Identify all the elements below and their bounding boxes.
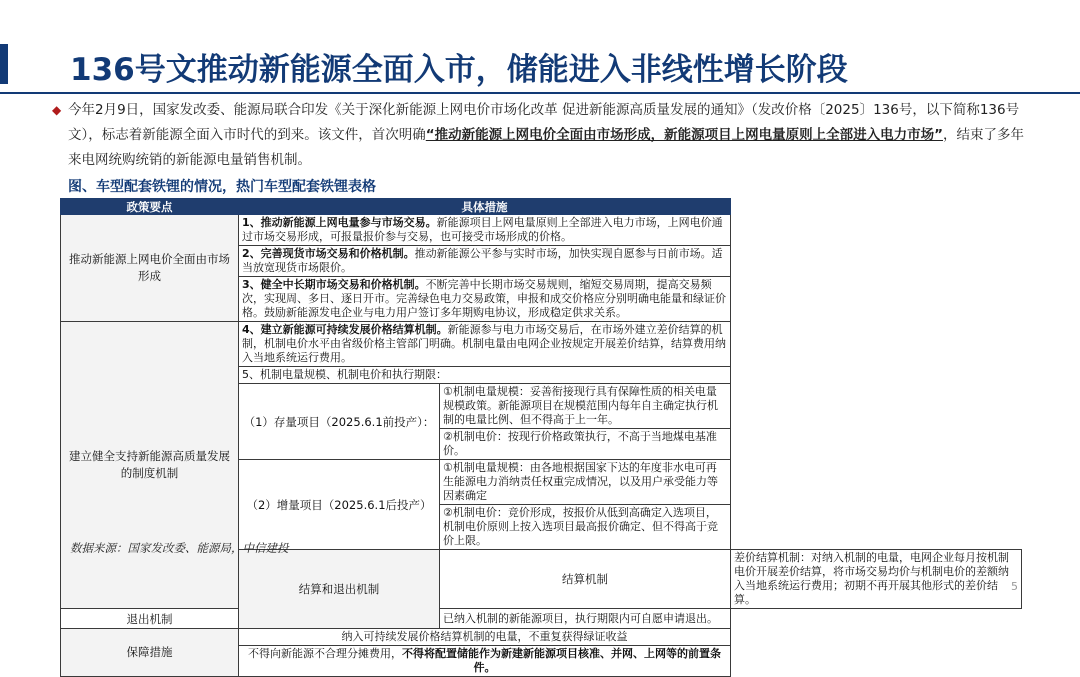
measure-cell (239, 246, 731, 277)
measure-cell: 差价结算机制：对纳入机制的电量，电网企业每月按机制电价开展差价结算，将市场交易均价与机制电价的差额纳入当地系统运行费用；初期不再开展其他形式的差价结算。 (731, 550, 1022, 609)
header-measures: 具体措施 (239, 199, 731, 215)
measure-cell: 已纳入机制的新能源项目，执行期限内可自愿申请退出。 (440, 609, 731, 629)
policy-table (60, 198, 1022, 677)
measure-cell: 5、机制电量规模、机制电价和执行期限： (239, 367, 731, 384)
data-source-note: 数据来源：国家发改委、能源局，中信建投 (70, 541, 289, 555)
measure-cell: ①机制电量规模：由各地根据国家下达的年度非水电可再生能源电力消纳责任权重完成情况，以及用户承受能力等因素确定 (440, 460, 731, 505)
measure-text: 新能源参与电力市场交易后，在市场外建立差价结算的机制，机制电价水平由省级价格主管部门明确。机制电量由电网企业按规定开展差价结算，结算费用纳入当地系统运行费用。 (242, 323, 726, 364)
stock-project-label: （1）存量项目（2025.6.1前投产）： (239, 384, 440, 460)
measure-title: 1、推动新能源上网电量参与市场交易。 (242, 216, 437, 229)
measure-cell: ①机制电量规模：妥善衔接现行具有保障性质的相关电量规模政策。新能源项目在规模范围内每年自主确定执行机制的电量比例、但不得高于上一年。 (440, 384, 731, 429)
measure-text: 不断完善中长期市场交易规则，缩短交易周期，提高交易频次，实现周、多日、逐日开市。完善绿色电力交易政策，申报和成交价格应分别明确电能量和绿证价格。鼓励新能源发电企业与电力用户签订多年期购电协议，形成稳定供求关系。 (242, 278, 726, 319)
category-cell: 保障措施 (61, 629, 239, 677)
table-header-row (61, 199, 1022, 215)
measure-text: 新能源项目上网电量原则上全部进入电力市场，上网电价通过市场交易形成，可报量报价参与交易，也可接受市场形成的价格。 (242, 216, 723, 243)
sub-label-cell: 结算机制 (440, 550, 731, 609)
title-accent-bar (0, 44, 8, 84)
measure-cell (239, 322, 731, 367)
intro-highlight: “推动新能源上网电价全面由市场形成，新能源项目上网电量原则上全部进入电力市场” (425, 127, 943, 143)
category-cell: 推动新能源上网电价全面由市场形成 (61, 215, 239, 322)
measure-cell: ②机制电价：竞价形成，按报价从低到高确定入选项目，机制电价原则上按入选项目最高报价确定、但不得高于竞价上限。 (440, 505, 731, 550)
title-divider (0, 92, 1080, 94)
table-row (61, 322, 1022, 367)
measure-text: 不得向新能源不合理分摊费用， (248, 647, 402, 660)
category-cell: 建立健全支持新能源高质量发展的制度机制 (61, 322, 239, 609)
category-cell: 结算和退出机制 (239, 550, 440, 629)
measure-cell: ②机制电价：按现行价格政策执行，不高于当地煤电基准价。 (440, 429, 731, 460)
measure-cell: 纳入可持续发展价格结算机制的电量，不重复获得绿证收益 (239, 629, 731, 646)
measure-text: 推动新能源公平参与实时市场，加快实现自愿参与日前市场。适当放宽现货市场限价。 (242, 247, 723, 274)
measure-title: 不得将配置储能作为新建新能源项目核准、并网、上网等的前置条件。 (402, 647, 721, 674)
intro-paragraph (52, 98, 1028, 173)
figure-caption: 图、车型配套铁锂的情况，热门车型配套铁锂表格 (68, 179, 376, 195)
table-row (61, 629, 1022, 646)
incremental-project-label: （2）增量项目（2025.6.1后投产） (239, 460, 440, 550)
measure-cell (239, 277, 731, 322)
diamond-bullet-icon: ◆ (52, 103, 62, 117)
table-row (61, 215, 1022, 246)
page-number: 5 (1011, 580, 1018, 593)
measure-title: 3、健全中长期市场交易和价格机制。 (242, 278, 426, 291)
measure-title: 4、建立新能源可持续发展价格结算机制。 (242, 323, 448, 336)
measure-cell (239, 215, 731, 246)
measure-title: 2、完善现货市场交易和价格机制。 (242, 247, 415, 260)
intro-text-after: ，结束了多年来电网统购统销的新能源电量销售机制。 (68, 127, 1024, 168)
sub-label-cell: 退出机制 (61, 609, 239, 629)
measure-cell (239, 646, 731, 677)
intro-text-before: 今年2月9日，国家发改委、能源局联合印发《关于深化新能源上网电价市场化改革 促进新能源高质量发展的通知》（发改价格〔2025〕136号，以下简称136号文），标志着新能源全面入市时代的到来。该文件，首次明确 (68, 102, 1020, 143)
header-policy-point: 政策要点 (61, 199, 239, 215)
page-title: 136号文推动新能源全面入市，储能进入非线性增长阶段 (70, 52, 848, 88)
table-row (61, 609, 1022, 629)
